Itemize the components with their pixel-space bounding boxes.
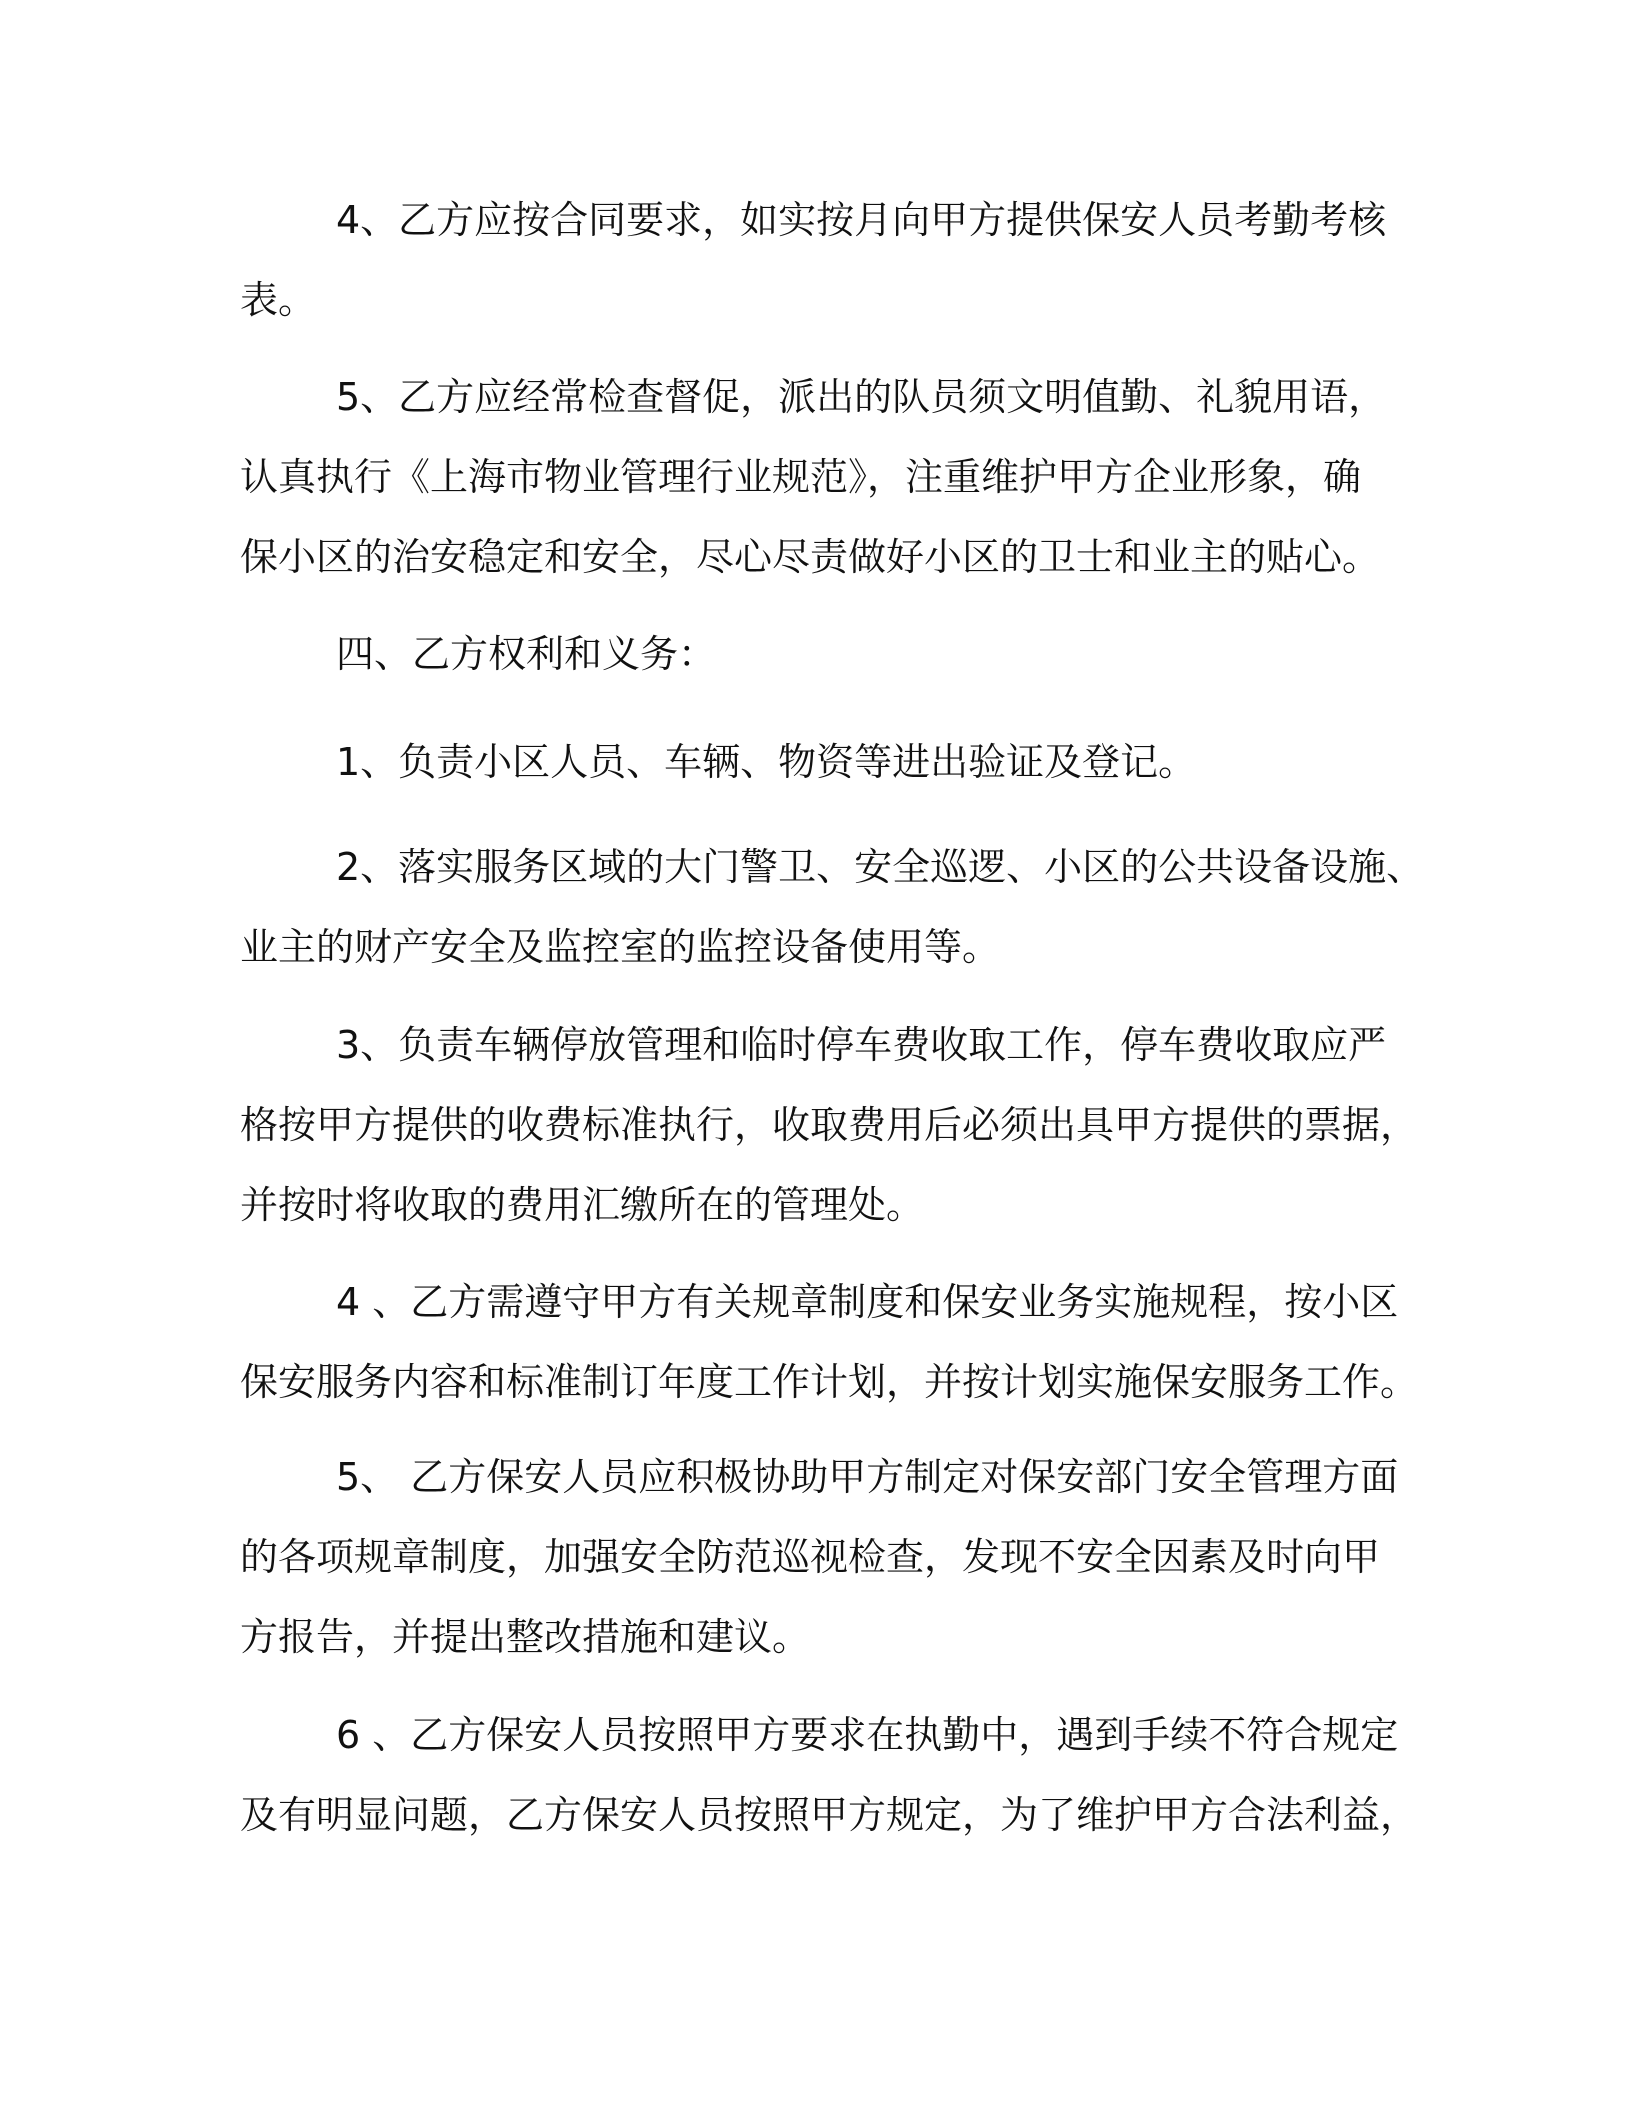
paragraph-line: 5、 乙方保安人员应积极协助甲方制定对保安部门安全管理方面	[336, 1455, 1399, 1499]
paragraph-7	[240, 1262, 1418, 1422]
paragraph-5	[240, 827, 1424, 987]
paragraph-line: 认真执行《上海市物业管理行业规范》，注重维护甲方企业形象，确	[240, 455, 1362, 499]
paragraph-8	[240, 1437, 1398, 1677]
paragraph-line: 4、乙方应按合同要求，如实按月向甲方提供保安人员考勤考核	[336, 198, 1387, 242]
paragraph-9	[240, 1695, 1418, 1855]
paragraph-line: 格按甲方提供的收费标准执行，收取费用后必须出具甲方提供的票据，	[240, 1103, 1419, 1147]
paragraph-6	[240, 1005, 1418, 1245]
section-heading	[240, 614, 716, 694]
paragraph-line: 6 、乙方保安人员按照甲方要求在执勤中，遇到手续不符合规定	[336, 1713, 1399, 1757]
paragraph-line: 保小区的治安稳定和安全，尽心尽责做好小区的卫士和业主的贴心。	[240, 535, 1381, 579]
paragraph-line: 表。	[240, 278, 317, 322]
paragraph-line: 并按时将收取的费用汇缴所在的管理处。	[240, 1183, 925, 1227]
paragraph-line: 2、落实服务区域的大门警卫、安全巡逻、小区的公共设备设施、	[336, 845, 1425, 889]
paragraph-line: 保安服务内容和标准制订年度工作计划，并按计划实施保安服务工作。	[240, 1360, 1419, 1404]
paragraph-2	[240, 357, 1386, 597]
paragraph-line: 5、乙方应经常检查督促，派出的队员须文明值勤、礼貌用语，	[336, 375, 1387, 419]
paragraph-4	[240, 722, 1196, 802]
paragraph-line: 4 、乙方需遵守甲方有关规章制度和保安业务实施规程，按小区	[336, 1280, 1399, 1324]
paragraph-line: 业主的财产安全及监控室的监控设备使用等。	[240, 925, 1001, 969]
paragraph-line: 1、负责小区人员、车辆、物资等进出验证及登记。	[336, 740, 1197, 784]
paragraph-line: 3、负责车辆停放管理和临时停车费收取工作，停车费收取应严	[336, 1023, 1387, 1067]
paragraph-1	[240, 180, 1386, 340]
paragraph-line: 的各项规章制度，加强安全防范巡视检查，发现不安全因素及时向甲	[240, 1535, 1381, 1579]
paragraph-line: 方报告，并提出整改措施和建议。	[240, 1615, 811, 1659]
paragraph-line: 及有明显问题，乙方保安人员按照甲方规定，为了维护甲方合法利益，	[240, 1793, 1419, 1837]
section-heading-text: 四、乙方权利和义务：	[336, 632, 717, 676]
